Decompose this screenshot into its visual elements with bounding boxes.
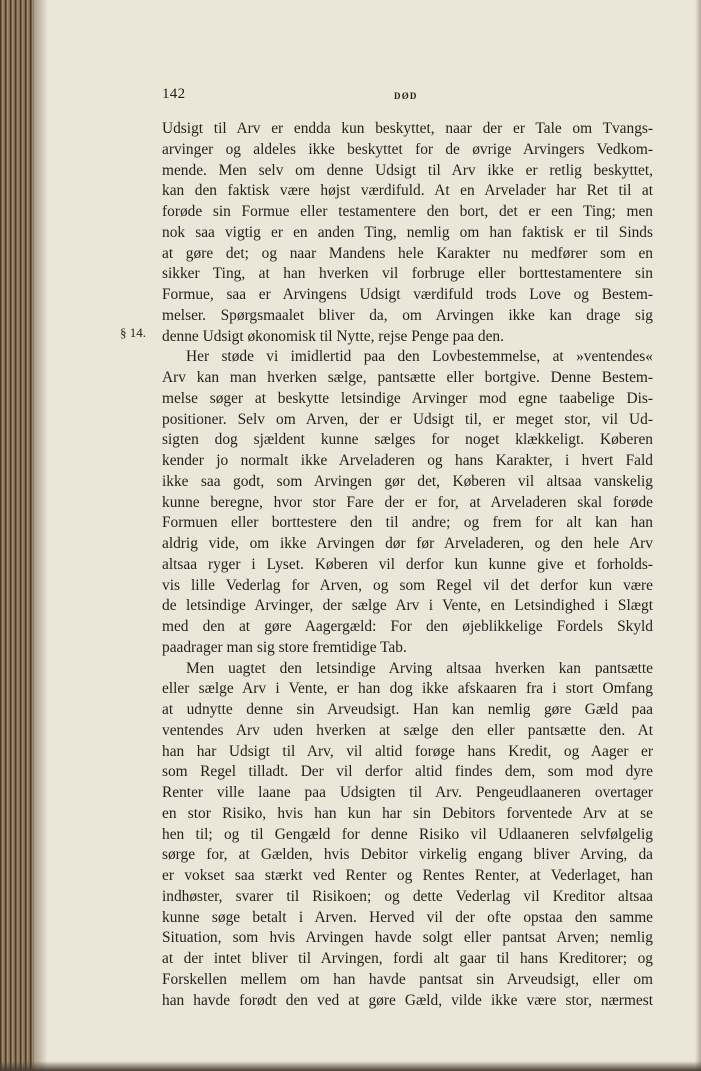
page-bottom-edge <box>0 1061 701 1071</box>
text-line: hen til; og til Gengæld for denne Risiko vil Udlaaneren selvfølgelig <box>162 825 653 843</box>
text-line: kunne beregne, hvor stor Fare der er for, at Arveladeren skal forøde <box>162 493 653 511</box>
text-line: eller sælge Arv i Vente, er han dog ikke afskaaren fra i stort Omfang <box>162 680 653 698</box>
text-line: Udsigt til Arv er endda kun beskyttet, naar der er Tale om Tvangs- <box>162 120 653 137</box>
text-line: Formue, saa er Arvingens Udsigt værdifuld trods Love og Bestem- <box>162 286 653 303</box>
text-line: sikker Ting, at han hverken vil forbruge eller borttestamentere sin <box>162 265 653 283</box>
text-line: paadrager man sig store fremtidige Tab. <box>162 638 407 656</box>
text-line: forøde sin Formue eller testamentere den bort, det er een Ting; men <box>162 203 653 220</box>
page-number: 142 <box>162 86 186 102</box>
text-line: vis lille Vederlag for Arven, og som Regel vil det derfor kun være <box>162 576 653 594</box>
text-line: Formuen eller borttestere den til andre; og frem for alt kan han <box>162 514 653 532</box>
text-line: ventendes Arv uden hverken at sælge den eller pantsætte den. At <box>162 721 653 739</box>
text-line: han havde forødt den ved at gøre Gæld, vilde ikke være stor, nærmest <box>162 991 653 1009</box>
text-line: Arv kan man hverken sælge, pantsætte eller bortgive. Denne Bestem- <box>162 369 653 386</box>
text-line: som Regel tilladt. Der vil derfor altid findes dem, som mod dyre <box>162 763 653 781</box>
text-line: mende. Men selv om denne Udsigt til Arv ikke er retlig beskyttet, <box>162 161 653 179</box>
text-line: med den at gøre Aagergæld: For den øjeblikkelige Fordels Skyld <box>162 618 653 635</box>
page-right-edge <box>695 0 701 1071</box>
text-line: de letsindige Arvinger, der sælge Arv i Vente, en Letsindighed i Slægt <box>162 597 653 615</box>
text-line: ikke saa godt, som Arvingen gør det, Køberen vil altsaa vanskelig <box>162 472 653 490</box>
text-line: arvinger og aldeles ikke beskyttet for de øvrige Arvingers Vedkom- <box>162 140 653 158</box>
text-line: er vokset saa stærkt ved Renter og Rentes Renter, at Vederlaget, han <box>162 867 653 884</box>
text-line: kan den faktisk være højst værdifuld. At en Arvelader har Ret til at <box>162 182 653 200</box>
text-line: at udnytte denne sin Arveudsigt. Han kan nemlig gøre Gæld paa <box>162 701 653 718</box>
text-line: positioner. Selv om Arven, der er Udsigt til, er meget stor, vil Ud- <box>162 410 653 428</box>
text-line: aldrig vide, om ikke Arvingen dør før Arveladeren, og den hele Arv <box>162 535 653 552</box>
text-line: sigten dog sjældent kunne sælges for noget klækkeligt. Køberen <box>162 431 653 449</box>
text-line: kunne søge betalt i Arven. Herved vil der ofte opstaa den samme <box>162 908 653 926</box>
text-line: denne Udsigt økonomisk til Nytte, rejse Penge paa den. <box>162 327 504 345</box>
text-line: Renter ville laane paa Udsigten til Arv. Pengeudlaaneren overtager <box>162 784 653 801</box>
running-head: DØD <box>394 91 418 101</box>
text-line: altsaa ryger i Lyset. Køberen vil derfor kun kunne give et forholds- <box>162 555 653 573</box>
text-line: melser. Spørgsmaalet bliver da, om Arvingen ikke kan drage sig <box>162 306 653 324</box>
text-line: sørge for, at Gælden, hvis Debitor virkelig engang bliver Arving, da <box>162 846 653 864</box>
text-line: Forskellen mellem om han havde pantsat sin Arveudsigt, eller om <box>162 970 653 988</box>
text-line: at gøre det; og naar Mandens hele Karakter nu medfører som en <box>162 244 653 262</box>
text-line: nok saa vigtig er en anden Ting, nemlig om han faktisk er til Sinds <box>162 223 653 241</box>
body-text <box>162 119 653 1011</box>
text-line: Men uagtet den letsindige Arving altsaa hverken kan pantsætte <box>186 659 653 677</box>
text-line: indhøster, svarer til Risikoen; og dette Vederlag vil Kreditor altsaa <box>162 887 653 905</box>
gutter-shadow <box>34 0 48 1071</box>
text-line: Situation, som hvis Arvingen havde solgt eller pantsat Arven; nemlig <box>162 929 653 947</box>
text-line: en stor Risiko, hvis han kun har sin Debitors forventede Arv at se <box>162 804 653 822</box>
text-line: kender jo normalt ikke Arveladeren og hans Karakter, i hvert Fald <box>162 452 653 469</box>
text-line: at der intet bliver til Arvingen, fordi alt gaar til hans Kreditorer; og <box>162 950 653 967</box>
text-line: Her støde vi imidlertid paa den Lovbestemmelse, at »ventendes« <box>186 348 653 366</box>
text-line: han har Udsigt til Arv, vil altid forøge hans Kredit, og Aager er <box>162 742 653 760</box>
book-binding-edge <box>0 0 34 1071</box>
text-line: melse søger at beskytte letsindige Arvinger mod egne taabelige Dis- <box>162 389 653 407</box>
section-mark: § 14. <box>120 325 146 340</box>
